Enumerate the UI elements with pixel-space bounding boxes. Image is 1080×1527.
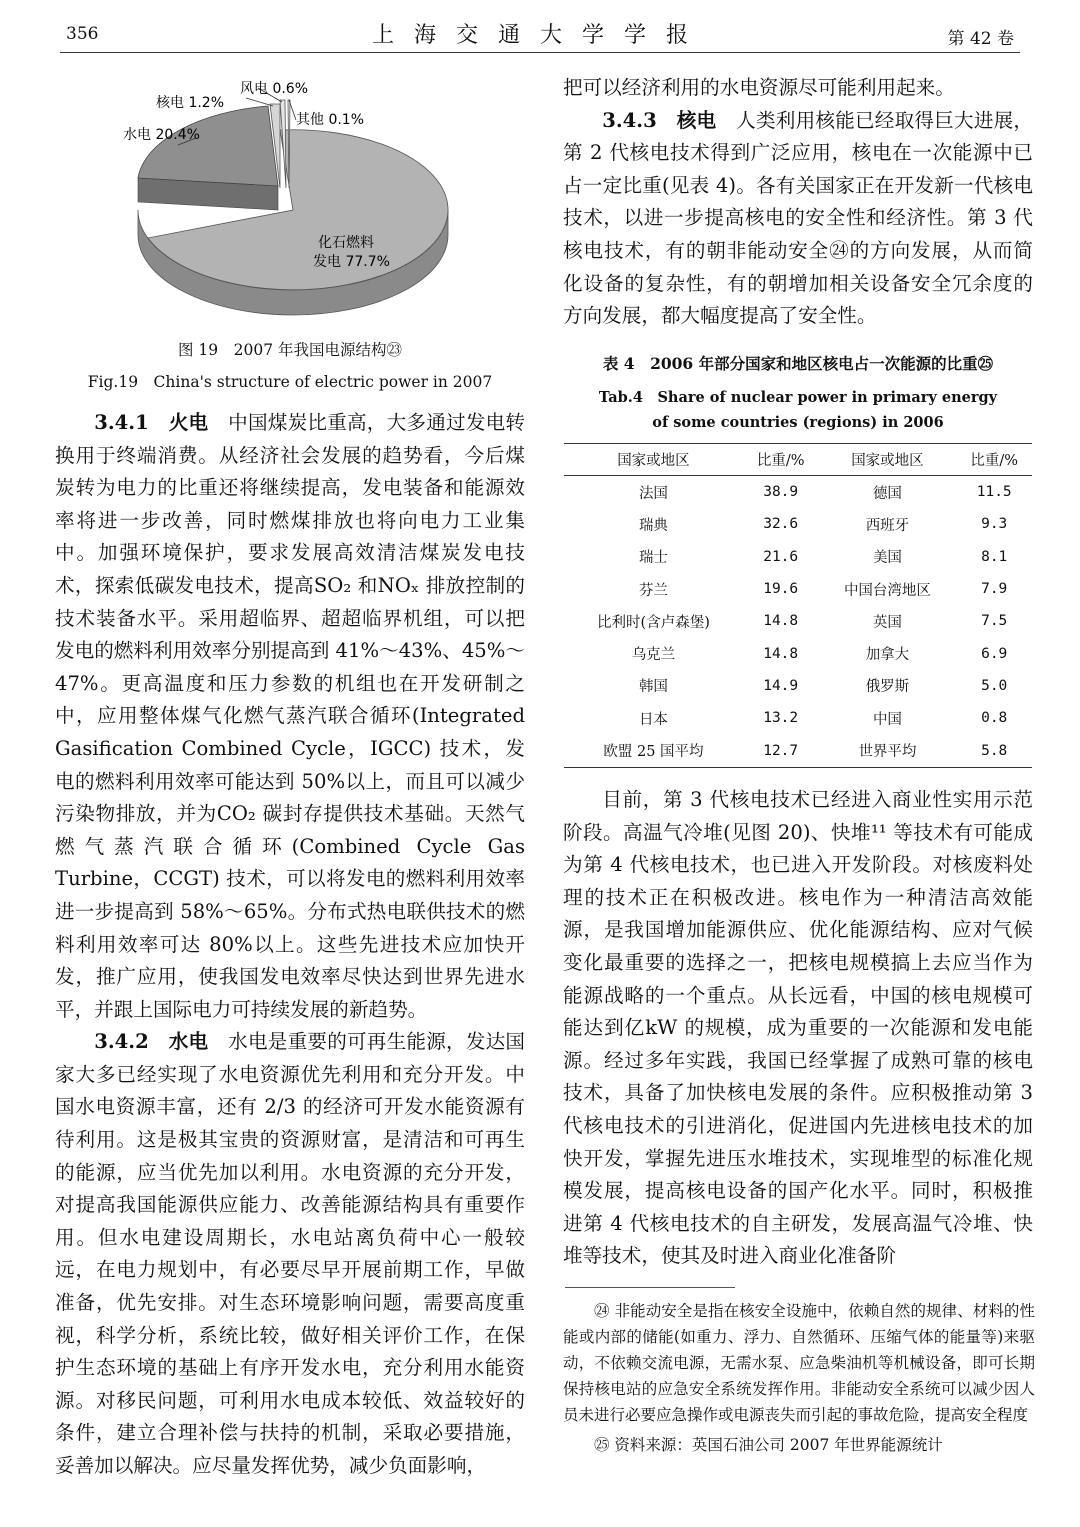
table-cell: 法国 — [638, 485, 668, 502]
table-header-row — [564, 444, 1032, 476]
table-cell: 19.6 — [763, 581, 799, 598]
table-title-cn: 表 4 2006 年部分国家和地区核电占一次能源的比重㉕ — [602, 354, 994, 373]
section-3-4-2 — [55, 1026, 525, 1482]
table-cell: 加拿大 — [865, 647, 910, 664]
table-cell: 14.9 — [763, 677, 799, 694]
table-cell: 0.8 — [981, 710, 1008, 727]
right-column-bottom — [563, 784, 1033, 1273]
column-header: 比重/% — [956, 444, 1032, 476]
table-row — [564, 637, 1032, 669]
table-row — [564, 670, 1032, 702]
table-cell: 12.7 — [743, 734, 819, 767]
paragraph: 人类利用核能已经取得巨大进展，第 2 代核电技术得到广泛应用，核电在一次能源中已占一定比重(见表 4)。各有关国家正在开发新一代核电技术，以进一步提高核电的安全性和经济性。第 3 代核电技术，有的朝非能动安全㉔的方向发展，从而简化设备的复杂性，有的朝增加相关设备安全冗余度的方向发展，都大幅度提高了安全性。 — [563, 108, 1034, 328]
section-heading: 3.4.1 火电 — [94, 411, 209, 434]
paragraph: 中国煤炭比重高，大多通过发电转换用于终端消费。从经济社会发展的趋势看，今后煤炭转为电力的比重还将继续提高，发电装备和能源效率将进一步改善，同时燃煤排放也将向电力工业集中。加强环境保护，要求发展高效清洁煤炭发电技术，探索低碳发电技术，提高SO₂ 和NOₓ 排放控制的技术装备水平。采用超临界、超超临界机组，可以把发电的燃料利用效率分别提高到 41%～43%、45%～47%。更高温度和压力参数的机组也在开发研制之中，应用整体煤气化燃气蒸汽联合循环(Integrated Gasification Combined Cycle，IGCC) 技术，发电的燃料利用效率可能达到 50%以上，而且可以减少污染物排放，并为CO₂ 碳封存提供技术基础。天然气燃气蒸汽联合循环(Combined Cycle Gas Turbine，CCGT) 技术，可以将发电的燃料利用效率进一步提高到 58%～65%。分布式热电联供技术的燃料利用效率可达 80%以上。这些先进技术应加快开发，推广应用，使我国发电效率尽快达到世界先进水平，并跟上国际电力可持续发展的新趋势。 — [55, 411, 526, 1021]
table-cell: 5.8 — [956, 734, 1032, 767]
table-cell: 7.9 — [981, 581, 1008, 598]
table-cell: 英国 — [872, 614, 902, 631]
paragraph: 目前，第 3 代核电技术已经进入商业性实用示范阶段。高温气冷堆(见图 20)、快堆¹¹ 等技术有可能成为第 4 代核电技术，也已进入开发阶段。对核废料处理的技术正在积极改进。核电作为一种清洁高效能源，是我国增加能源供应、优化能源结构、应对气候变化最重要的选择之一，把核电规模搞上去应当作为能源战略的一个重点。从长远看，中国的核电规模可能达到亿kW 的规模，成为重要的一次能源和发电能源。经过多年实践，我国已经掌握了成熟可靠的核电技术，具备了加快核电发展的条件。应积极推动第 3 代核电技术的引进消化，促进国内先进核电技术的加快开发，掌握先进压水堆技术，实现堆型的标准化规模发展，提高核电设备的国产化水平。同时，积极推进第 4 代核电技术的自主研发，发展高温气冷堆、快堆等技术，使其及时进入商业化准备阶 — [563, 788, 1033, 1268]
table-title-en-2: of some countries (regions) in 2006 — [652, 414, 944, 431]
table-cell: 7.5 — [981, 613, 1008, 630]
table-cell: 5.0 — [981, 677, 1008, 694]
table-cell: 21.6 — [763, 548, 799, 565]
footnote-divider — [565, 1287, 735, 1288]
table-cell: 13.2 — [763, 710, 799, 727]
table-cell: 6.9 — [981, 645, 1008, 662]
section-heading: 3.4.2 水电 — [94, 1030, 209, 1054]
table-cell: 瑞士 — [638, 550, 668, 567]
table-cell: 11.5 — [976, 484, 1012, 501]
table-cell: 中国台湾地区 — [843, 582, 931, 599]
section-3-4-1 — [55, 407, 525, 1026]
label-other: 其他 0.1% — [296, 112, 365, 128]
table-title-en-1: Tab.4 Share of nuclear power in primary energy — [598, 389, 998, 406]
label-wind: 风电 0.6% — [240, 81, 309, 97]
table-row — [564, 541, 1032, 573]
table-cell: 38.9 — [763, 484, 799, 501]
journal-title: 上海交通大学学报 — [371, 23, 708, 48]
table-cell: 世界平均 — [818, 734, 956, 767]
table-row — [564, 476, 1032, 509]
table-cell: 32.6 — [763, 516, 799, 533]
running-header — [60, 18, 1020, 53]
table-cell: 比利时(含卢森堡) — [597, 614, 710, 631]
table-cell: 中国 — [872, 711, 902, 728]
slice-wind — [280, 100, 286, 188]
label-hydro: 水电 20.4% — [123, 127, 200, 143]
table-cell: 西班牙 — [865, 517, 910, 534]
page-number: 356 — [66, 24, 99, 44]
column-header: 比重/% — [743, 444, 819, 476]
paragraph: 水电是重要的可再生能源，发达国家大多已经实现了水电资源优先利用和充分开发。中国水电资源丰富，还有 2/3 的经济可开发水能资源有待利用。这是极其宝贵的资源财富，是清洁和可再生的能源，应当优先加以利用。水电资源的充分开发，对提高我国能源供应能力、改善能源结构具有重要作用。但水电建设周期长，水电站离负荷中心一般较远，在电力规划中，有必要尽早开展前期工作，早做准备，优先安排。对生态环境影响问题，需要高度重视，科学分析，系统比较，做好相关评价工作，在保护生态环境的基础上有序开发水电，充分利用水能资源。对移民问题，可利用水电成本较低、效益较好的条件，建立合理补偿与扶持的机制，采取必要措施，妥善加以解决。应尽量发挥优势，减少负面影响， — [55, 1030, 526, 1477]
volume-label: 第 42 卷 — [947, 29, 1014, 49]
slice-hydro — [138, 106, 278, 186]
table-row — [564, 508, 1032, 540]
table-cell: 8.1 — [981, 548, 1008, 565]
label-nuclear: 核电 1.2% — [156, 95, 225, 111]
table-row — [564, 573, 1032, 605]
label-fossil-2: 发电 77.7% — [313, 254, 390, 270]
column-header: 国家或地区 — [818, 444, 956, 476]
right-column-top — [563, 72, 1033, 333]
table-cell: 欧盟 25 国平均 — [564, 734, 743, 767]
paragraph: 把可以经济利用的水电资源尽可能利用起来。 — [563, 76, 955, 99]
table-cell: 9.3 — [981, 516, 1008, 533]
table-row — [564, 734, 1032, 767]
figure-19 — [108, 60, 478, 350]
pie-chart — [108, 60, 478, 350]
table-cell: 俄罗斯 — [865, 679, 910, 696]
table-cell: 德国 — [872, 485, 902, 502]
table-cell: 芬兰 — [638, 582, 668, 599]
footnote-24: ㉔ 非能动安全是指在核安全设施中，依赖自然的规律、材料的性能或内部的储能(如重力、浮力、自然循环、压缩气体的能量等)来驱动，不依赖交流电源，无需水泵、应急柴油机等机械设备，即可长期保持核电站的应急安全系统发挥作用。非能动安全系统可以减少因人员未进行必要应急操作或电源丧失而引起的事故危险，提高安全程度 — [563, 1302, 1035, 1424]
figure-caption-cn: 图 19 2007 年我国电源结构㉓ — [177, 341, 403, 359]
footnote-25: ㉕ 资料来源：英国石油公司 2007 年世界能源统计 — [594, 1436, 943, 1454]
label-fossil-1: 化石燃料 — [318, 235, 374, 251]
left-column — [55, 407, 525, 1483]
table-cell: 14.8 — [763, 645, 799, 662]
table-cell: 乌克兰 — [631, 647, 676, 664]
section-heading: 3.4.3 核电 — [602, 108, 717, 132]
footnotes — [563, 1298, 1035, 1458]
section-3-4-3 — [563, 105, 1033, 333]
column-header: 国家或地区 — [564, 444, 743, 476]
table-cell: 日本 — [638, 711, 668, 728]
table-row — [564, 605, 1032, 637]
table-cell: 瑞典 — [638, 517, 668, 534]
figure-caption-en: Fig.19 China's structure of electric power in 2007 — [87, 373, 493, 391]
table-row — [564, 702, 1032, 734]
table-cell: 美国 — [872, 550, 902, 567]
table-cell: 14.8 — [763, 613, 799, 630]
table-4 — [564, 443, 1032, 768]
table-cell: 韩国 — [638, 679, 668, 696]
